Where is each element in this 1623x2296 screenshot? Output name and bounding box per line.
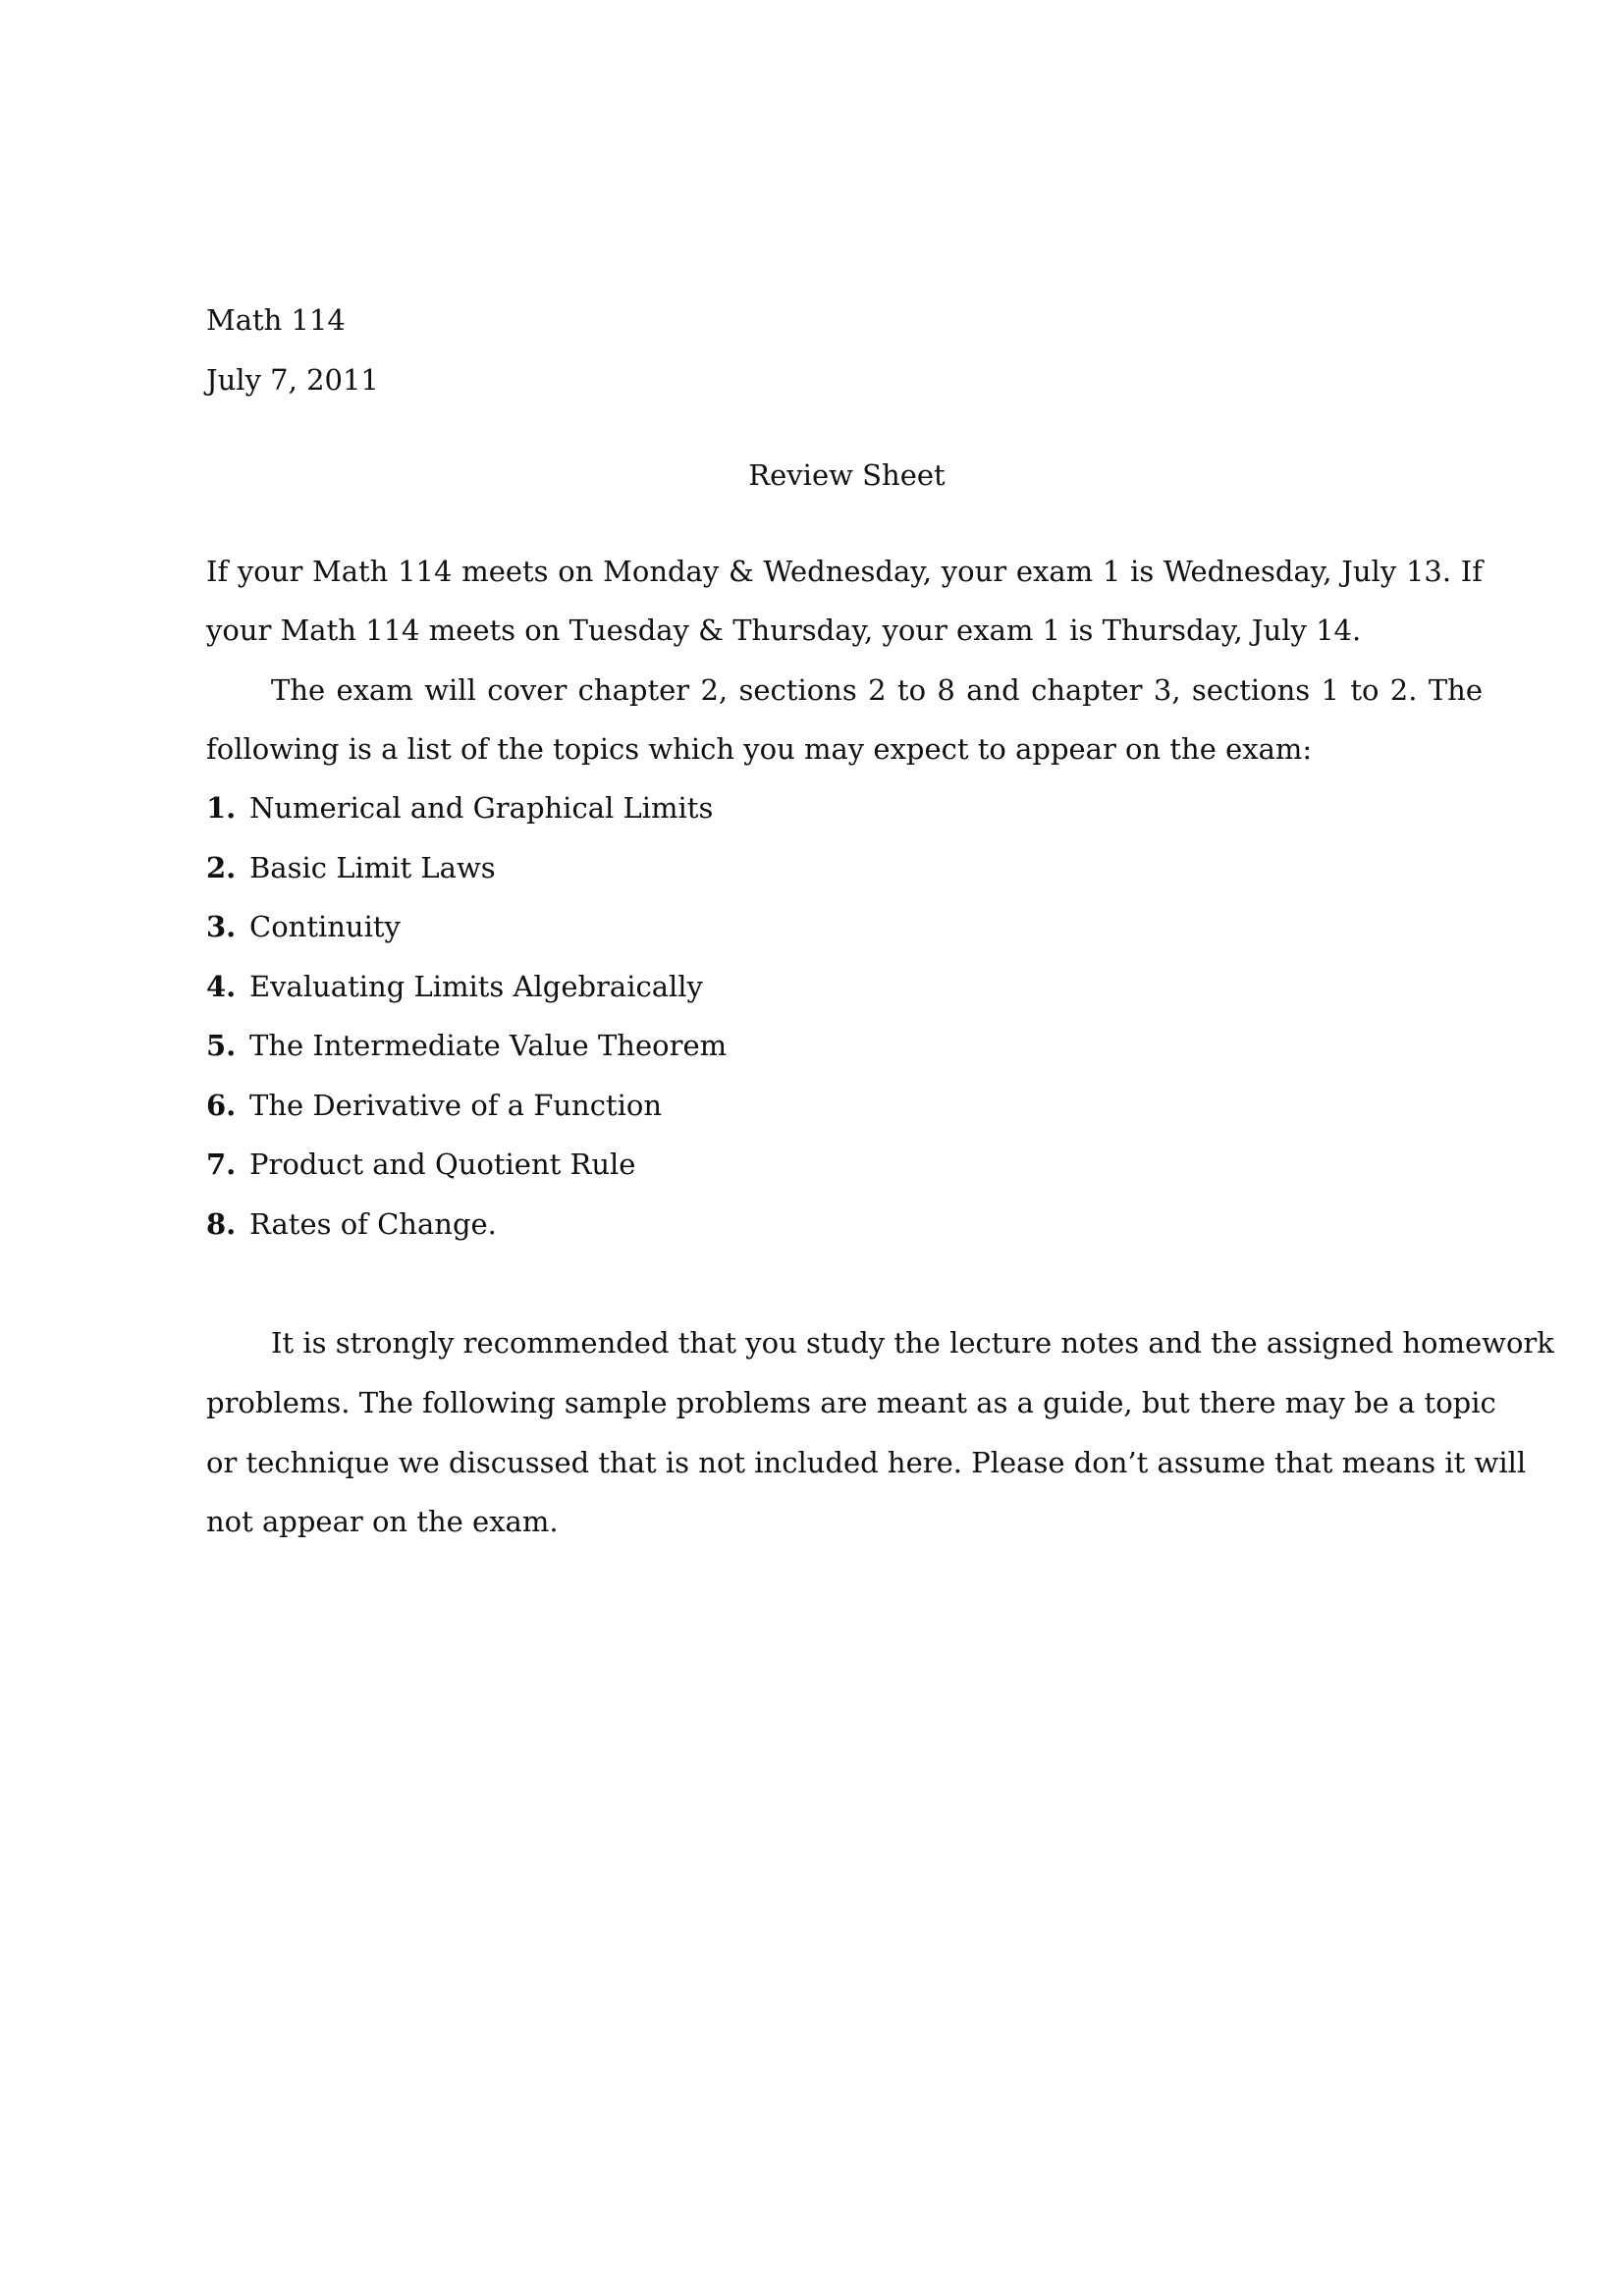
topic-item [206,957,1483,1016]
topic-item [206,1195,1483,1254]
topic-label: The Derivative of a Function [249,1089,663,1122]
document-title: Review Sheet [748,458,946,492]
topic-number: 3. [206,910,237,943]
topic-item [206,1135,1483,1194]
document-date: July 7, 2011 [206,363,379,397]
coverage-line-1: The exam will cover chapter 2, sections 2 to 8 and chapter 3, sections 1 to 2. The [271,673,1483,707]
recommendation-line-1: It is strongly recommended that you study the lecture notes and the assigned homework [271,1326,1554,1360]
topic-item [206,1076,1483,1135]
topic-number: 6. [206,1089,237,1122]
intro-line-2: your Math 114 meets on Tuesday & Thursday, your exam 1 is Thursday, July 14. [206,614,1362,647]
topic-item [206,778,1483,837]
topic-number: 2. [206,851,237,884]
topic-number: 1. [206,791,237,825]
topic-number: 4. [206,970,237,1003]
coverage-line-2: following is a list of the topics which you may expect to appear on the exam: [206,732,1313,766]
topic-label: Basic Limit Laws [249,851,496,884]
topic-number: 8. [206,1207,237,1241]
topic-item [206,897,1483,956]
topic-label: Continuity [249,910,401,943]
topic-number: 7. [206,1148,237,1181]
topic-label: Product and Quotient Rule [249,1148,636,1181]
topic-label: Numerical and Graphical Limits [249,791,714,825]
topic-label: Rates of Change. [249,1207,497,1241]
recommendation-line-4: not appear on the exam. [206,1505,559,1538]
topic-number: 5. [206,1029,237,1062]
recommendation-line-3: or technique we discussed that is not included here. Please don’t assume that means it will [206,1446,1527,1479]
course-name: Math 114 [206,303,346,337]
topic-item [206,838,1483,897]
recommendation-line-2: problems. The following sample problems are meant as a guide, but there may be a topic [206,1386,1496,1419]
topic-label: Evaluating Limits Algebraically [249,970,703,1003]
topic-item [206,1016,1483,1075]
topic-label: The Intermediate Value Theorem [249,1029,728,1062]
intro-line-1: If your Math 114 meets on Monday & Wednesday, your exam 1 is Wednesday, July 13. If [206,555,1483,588]
